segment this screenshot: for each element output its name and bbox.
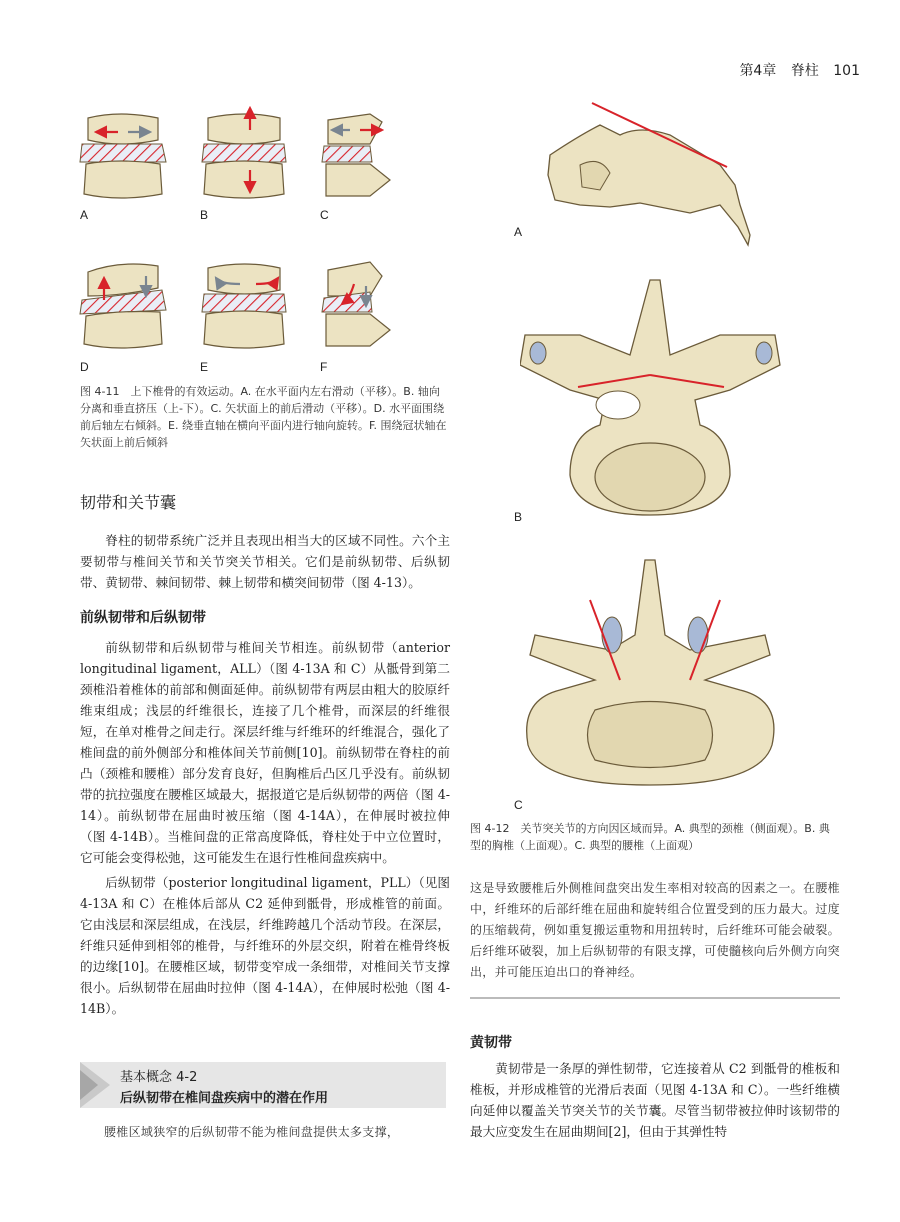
fig-4-11-label-f: F [320,360,328,374]
fig-4-11-label-e: E [200,360,209,374]
left-column-body [80,530,450,1019]
fig-4-11-caption: 图 4-11 上下椎骨的有效运动。A. 在水平面内左右滑动（平移）。B. 轴向分离和垂直挤压（上-下）。C. 矢状面上的前后滑动（平移）。D. 水平面围绕前后轴左右倾斜。E. 绕垂直轴在横向平面内进行轴向旋转。F. 围绕冠状轴在矢状面上前后倾斜 [80,385,447,449]
fig-4-12-label-a: A [514,225,523,239]
concept-text-continued: 这是导致腰椎后外侧椎间盘突出发生率相对较高的因素之一。在腰椎中，纤维环的后部纤维在屈曲和旋转组合位置受到的压力最大。过度的压缩载荷，例如重复搬运重物和用扭转时，后纤维环可能会破裂。后纤维环破裂，加上后纵韧带的有限支撑，可使髓核向后外侧方向突出，并可能压迫出口的脊神经。 [470,881,840,979]
chapter-number: 第4章 [739,63,777,79]
fig-4-11-panel-d-drawing [80,264,166,348]
fig-4-12-caption: 图 4-12 关节突关节的方向因区域而异。A. 典型的颈椎（侧面观）。B. 典型的胸椎（上面观）。C. 典型的腰椎（上面观） [470,822,830,852]
pll-paragraph: 后纵韧带（posterior longitudinal ligament，PLL）（见图 4-13A 和 C）在椎体后部从 C2 延伸到骶骨，形成椎管的前面。它由浅层和深层组成，在浅层，纤维跨越几个活动节段。在深层，纤维只延伸到相邻的椎骨，与纤维环的外层交织，附着在椎骨终板的边缘[10]。在腰椎区域，韧带变窄成一条细带，对椎间关节支撑很小。后纵韧带在屈曲时拉伸（图 4-14A），在伸展时松弛（图 4-14B）。 [80,875,450,1016]
basic-concept-box [80,1062,446,1108]
section-title-ligaments: 韧带和关节囊 [80,493,177,512]
fig-4-11-panel-f-drawing [322,262,390,346]
concept-divider [470,997,840,999]
fig-4-12-panel-b-drawing [520,280,780,515]
fig-4-11-panel-b-drawing [202,108,286,198]
fig-4-11-label-b: B [200,208,209,222]
fig-4-12-panel-c-drawing [527,560,774,785]
all-paragraph: 前纵韧带和后纵韧带与椎间关节相连。前纵韧带（anterior longitudinal ligament，ALL）（图 4-13A 和 C）从骶骨到第二颈椎沿着椎体的前部和侧面延伸。前纵韧带有两层由粗大的胶原纤维束组成；浅层的纤维很长，连接了几个椎骨，而深层的纤维很短，在单对椎骨之间走行。深层纤维与纤维环的纤维混合，强化了椎间盘的前外侧部分和椎体间关节前侧[10]。前纵韧带在脊柱的前凸（颈椎和腰椎）部分发育良好，但胸椎后凸区几乎没有。前纵韧带的抗拉强度在腰椎区域最大，据报道它是后纵韧带的两倍（图 4-14）。前纵韧带在屈曲时被压缩（图 4-14A），在伸展时被拉伸（图 4-14B）。当椎间盘的正常高度降低，脊柱处于中立位置时，它可能会变得松弛，这可能发生在退行性椎间盘疾病中。 [80,640,450,865]
fig-4-11-panel-a-drawing [80,114,166,198]
figure-4-11-illustration [70,100,400,375]
figure-4-12-illustration [520,95,850,805]
concept-marker-icon [80,1062,110,1108]
fig-4-11-panel-e-drawing [202,264,286,348]
concept-title: 后纵韧带在椎间盘疾病中的潜在作用 [120,1091,329,1106]
concept-label: 基本概念 4-2 [120,1070,198,1085]
fig-4-11-label-d: D [80,360,89,374]
fig-4-11-panel-c-drawing [322,114,390,196]
fig-4-11-label-a: A [80,208,89,222]
section-title-ligamentum-flavum: 黄韧带 [470,1035,512,1051]
subsection-title-all-pll: 前纵韧带和后纵韧带 [80,610,206,626]
page-number: 101 [833,63,860,79]
concept-text-start: 腰椎区域狭窄的后纵韧带不能为椎间盘提供太多支撑， [104,1125,400,1139]
fig-4-12-label-b: B [514,510,523,524]
fig-4-12-panel-a-drawing [548,103,750,245]
fig-4-11-label-c: C [320,208,329,222]
intro-paragraph: 脊柱的韧带系统广泛并且表现出相当大的区域不同性。六个主要韧带与椎间关节和关节突关节相关。它们是前纵韧带、后纵韧带、黄韧带、棘间韧带、棘上韧带和横突间韧带（图 4-13）。 [80,533,450,590]
ligamentum-flavum-paragraph: 黄韧带是一条厚的弹性韧带，它连接着从 C2 到骶骨的椎板和椎板，并形成椎管的光滑后表面（见图 4-13A 和 C）。一些纤维横向延伸以覆盖关节突关节的关节囊。尽管当韧带被拉伸时该韧带的最大应变发生在屈曲期间[2]，但由于其弹性特 [470,1061,840,1139]
fig-4-12-label-c: C [514,798,523,812]
chapter-title: 脊柱 [790,63,819,79]
page-header [729,60,860,80]
